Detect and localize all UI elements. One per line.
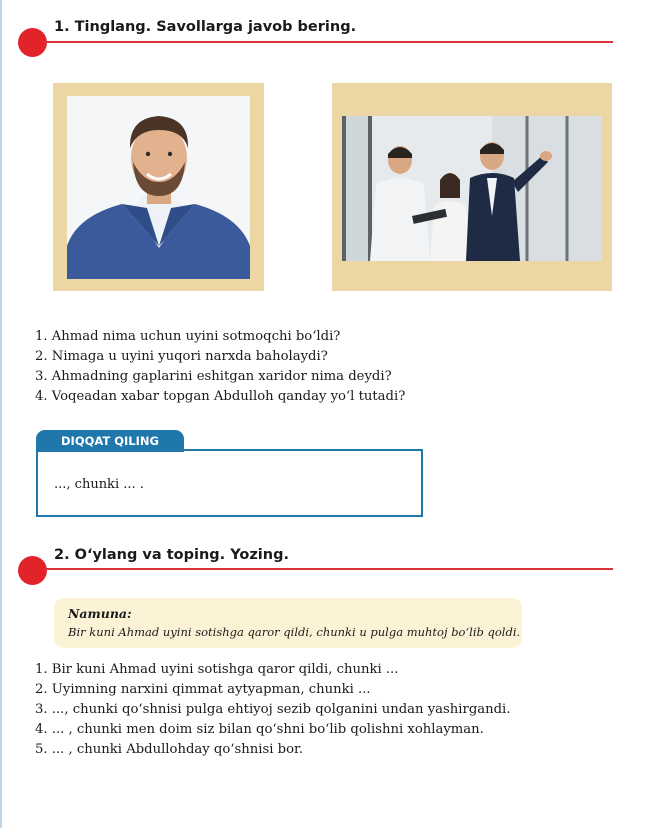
example-title: Namuna: xyxy=(68,606,132,621)
section-2-header xyxy=(0,546,657,586)
list-item: 2. Nimaga u uyini yuqori narxda baholaydi? xyxy=(35,349,328,364)
note-label: DIQQAT QILING xyxy=(36,430,184,452)
list-item: 4. Voqeadan xabar topgan Abdulloh qanday yoʻl tutadi? xyxy=(35,389,406,404)
list-item: 5. ... , chunki Abdullohday qoʻshnisi bor. xyxy=(35,742,304,757)
section-1-title: 1. Tinglang. Savollarga javob bering. xyxy=(54,19,357,35)
list-item: 3. Ahmadning gaplarini eshitgan xaridor nima deydi? xyxy=(35,369,392,384)
section-1-header xyxy=(0,18,657,58)
list-item: 4. ... , chunki men doim siz bilan qoʻshni boʻlib qolishni xohlayman. xyxy=(35,722,484,737)
example-box xyxy=(54,598,522,648)
portrait-photo-frame xyxy=(53,83,264,291)
list-item: 1. Bir kuni Ahmad uyini sotishga qaror qildi, chunki ... xyxy=(35,662,399,677)
list-item: 2. Uyimning narxini qimmat aytyapman, chunki ... xyxy=(35,682,371,697)
section-rule xyxy=(44,568,613,570)
section-2-title: 2. Oʻylang va toping. Yozing. xyxy=(54,547,289,563)
section-rule xyxy=(44,41,613,43)
note-box xyxy=(36,449,423,517)
list-item: 3. ..., chunki qoʻshnisi pulga ehtiyoj sezib qolganini undan yashirgandi. xyxy=(35,702,511,717)
exercise-list xyxy=(35,660,510,760)
questions-list xyxy=(35,327,405,407)
note-text: ..., chunki ... . xyxy=(54,477,144,492)
business-photo-frame xyxy=(332,83,612,291)
business-photo xyxy=(342,116,602,261)
page-edge-line xyxy=(0,0,2,828)
section-bullet-dot xyxy=(18,28,47,57)
section-bullet-dot xyxy=(18,556,47,585)
example-text: Bir kuni Ahmad uyini sotishga qaror qildi, chunki u pulga muhtoj boʻlib qoldi. xyxy=(68,625,521,639)
list-item: 1. Ahmad nima uchun uyini sotmoqchi boʻldi? xyxy=(35,329,341,344)
portrait-photo xyxy=(67,96,250,279)
